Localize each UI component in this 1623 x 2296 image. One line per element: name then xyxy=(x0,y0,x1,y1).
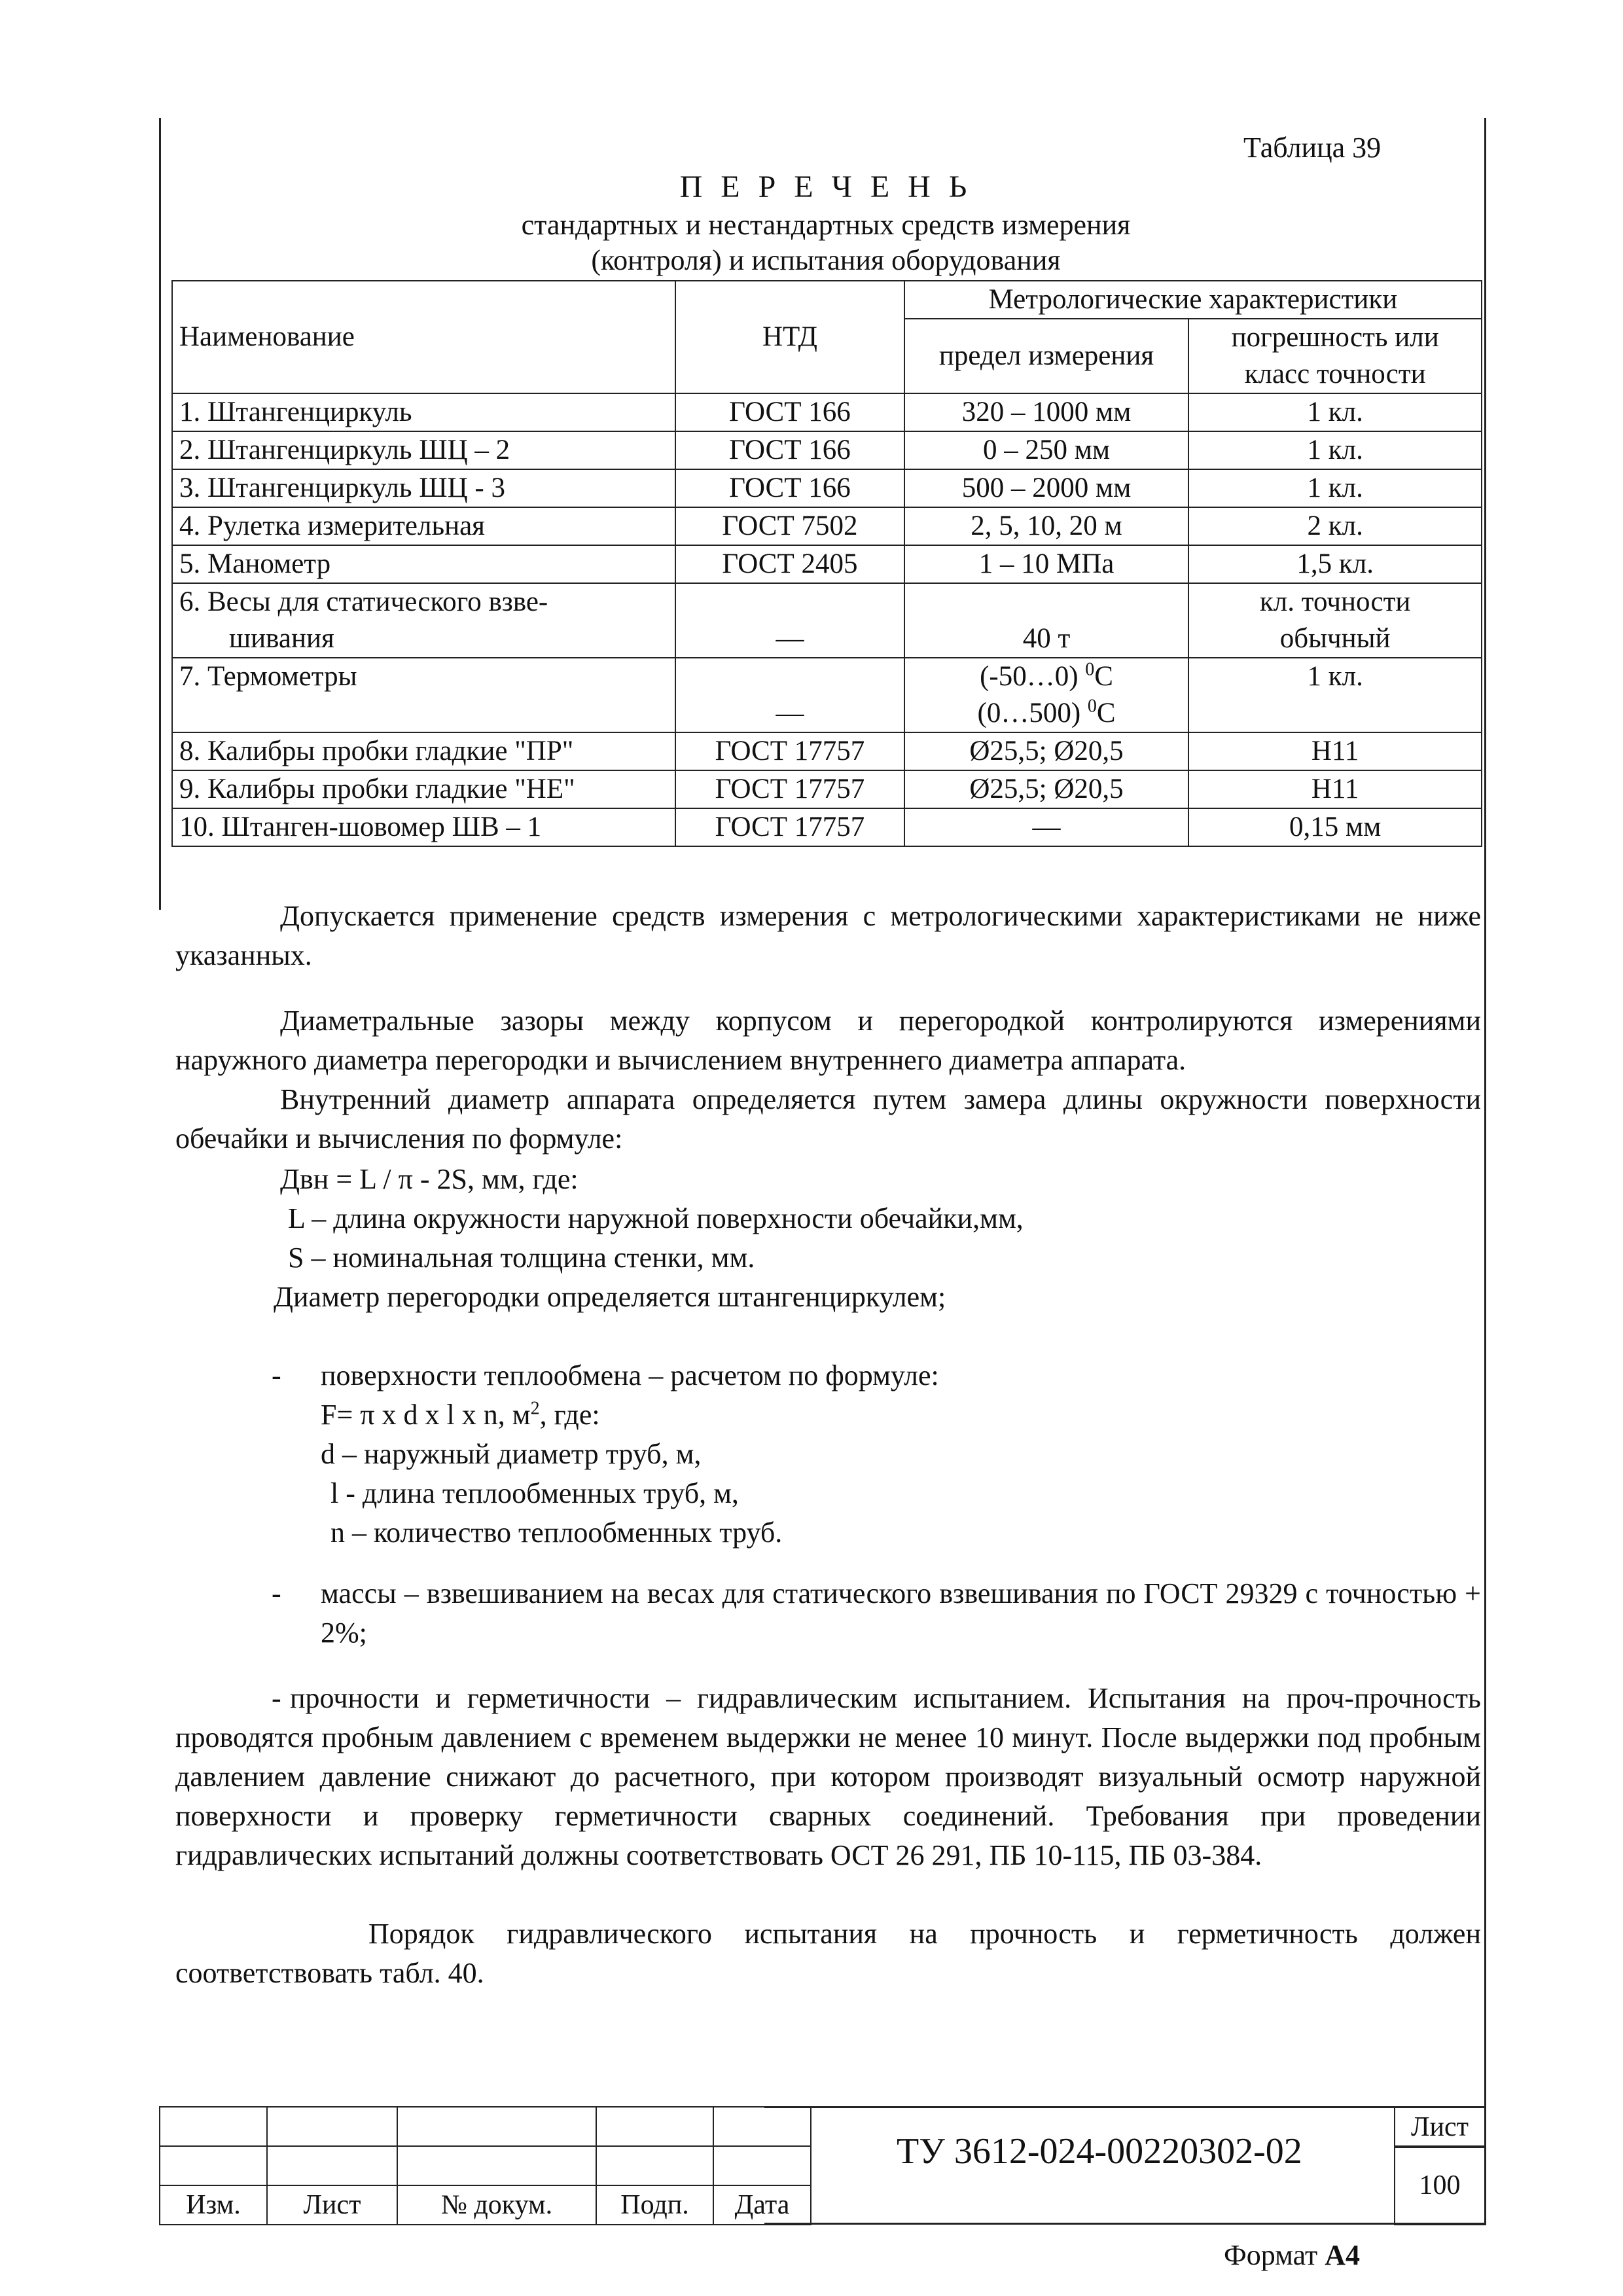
cell-name-line1: 6. Весы для статического взве- xyxy=(179,586,548,617)
table-row xyxy=(172,732,1482,770)
degree-mark: 0 xyxy=(1087,696,1097,717)
cell-name: 9. Калибры пробки гладкие "НЕ" xyxy=(172,770,675,808)
document-designation: ТУ 3612-024-00220302-02 xyxy=(897,2131,1302,2172)
table-row xyxy=(172,658,1482,732)
stamp-izm: Изм. xyxy=(160,2185,267,2225)
cell-ntd: ГОСТ 17757 xyxy=(675,808,904,846)
cell-ntd: ГОСТ 7502 xyxy=(675,507,904,545)
cell-name: 7. Термометры xyxy=(172,658,675,732)
table-header-row xyxy=(172,281,1482,319)
cell-accuracy: 1 кл. xyxy=(1188,431,1482,469)
cell-name: 3. Штангенциркуль ШЦ - 3 xyxy=(172,469,675,507)
cell-range: 2, 5, 10, 20 м xyxy=(904,507,1189,545)
sheet-number: 100 xyxy=(1419,2170,1461,2200)
formula-heat-surface xyxy=(321,1395,600,1435)
cell-range: 40 т xyxy=(904,583,1189,658)
bullet-strength: прочности и герметичности – гидравлическим испытанием. Испытания на проч-прочность проводятся пробным давлением с временем выдержки не менее 10 минут. После выдержки под пробным давлением давление снижают до расчетного, при котором производят визуальный осмотр наружной поверхности и проверку герметичности сварных соединений. Требования при проведении гидравлических испытаний должны соответствовать ОСТ 26 291, ПБ 10-115, ПБ 03-384. xyxy=(175,1682,1481,1871)
table-row xyxy=(172,469,1482,507)
cell-ntd: ГОСТ 166 xyxy=(675,431,904,469)
format-label xyxy=(1224,2238,1360,2272)
cell-range: 320 – 1000 мм xyxy=(904,393,1189,431)
cell-name xyxy=(172,583,675,658)
cell-range: — xyxy=(904,808,1189,846)
cell-accuracy-line2: обычный xyxy=(1279,623,1391,654)
header-accuracy-line2: класс точности xyxy=(1244,359,1426,389)
stamp-podp: Подп. xyxy=(596,2185,713,2225)
list-subtitle-1: стандартных и нестандартных средств измерения xyxy=(521,209,1131,241)
table-row xyxy=(172,545,1482,583)
formula-var-s: S – номинальная толщина стенки, мм. xyxy=(288,1242,755,1274)
formula-var-l-tube: l - длина теплообменных труб, м, xyxy=(330,1477,739,1509)
cell-range: 0 – 250 мм xyxy=(904,431,1189,469)
formula-heat-tail: , где: xyxy=(539,1399,600,1431)
table-row xyxy=(172,583,1482,658)
cell-ntd: — xyxy=(675,583,904,658)
cell-range: Ø25,5; Ø20,5 xyxy=(904,732,1189,770)
paragraph-partition-diameter: Диаметр перегородки определяется штангенциркулем; xyxy=(274,1281,946,1313)
table-row xyxy=(172,507,1482,545)
cell-ntd: ГОСТ 2405 xyxy=(675,545,904,583)
list-subtitle-2: (контроля) и испытания оборудования xyxy=(591,244,1061,276)
cell-accuracy: 1 кл. xyxy=(1188,393,1482,431)
format-value: А4 xyxy=(1325,2239,1361,2271)
sheet-label-box xyxy=(1394,2106,1486,2148)
formula-var-l: L – длина окружности наружной поверхности обечайки,мм, xyxy=(288,1202,1024,1234)
formula-var-n: n – количество теплообменных труб. xyxy=(330,1516,783,1549)
header-accuracy xyxy=(1188,319,1482,393)
measurement-table xyxy=(171,280,1482,847)
temp-range-1: (-50…0) xyxy=(980,661,1079,692)
cell-range: 500 – 2000 мм xyxy=(904,469,1189,507)
bullet-heat-surface: поверхности теплообмена – расчетом по формуле: xyxy=(321,1359,939,1391)
cell-name: 5. Манометр xyxy=(172,545,675,583)
cell-accuracy: 2 кл. xyxy=(1188,507,1482,545)
title-block-bottom-line xyxy=(764,2223,1484,2225)
cell-ntd: ГОСТ 17757 xyxy=(675,770,904,808)
cell-name: 10. Штанген-шовомер ШВ – 1 xyxy=(172,808,675,846)
cell-ntd: — xyxy=(675,658,904,732)
sheet-label: Лист xyxy=(1411,2112,1469,2142)
cell-name-line2: шивания xyxy=(229,623,334,654)
title-block xyxy=(159,2106,812,2225)
table-number: Таблица 39 xyxy=(1243,132,1382,164)
stamp-data: Дата xyxy=(713,2185,811,2225)
bullet-mass: массы – взвешиванием на весах для статического взвешивания по ГОСТ 29329 с точностью + 2%; xyxy=(321,1577,1481,1649)
unit-c: C xyxy=(1094,661,1113,692)
bullet-dash: - xyxy=(272,1577,281,1609)
header-range: предел измерения xyxy=(904,319,1189,393)
paragraph-allowance: Допускается применение средств измерения с метрологическими характеристиками не ниже указанных. xyxy=(175,900,1481,971)
cell-name: 4. Рулетка измерительная xyxy=(172,507,675,545)
cell-accuracy: 1,5 кл. xyxy=(1188,545,1482,583)
header-accuracy-line1: погрешность или xyxy=(1231,322,1439,353)
stamp-doc: № докум. xyxy=(397,2185,596,2225)
paragraph-inner-diameter: Внутренний диаметр аппарата определяется путем замера длины окружности поверхности обечайки и вычисления по формуле: xyxy=(175,1083,1481,1155)
list-title: П Е Р Е Ч Е Н Ь xyxy=(679,170,972,204)
unit-c: C xyxy=(1096,698,1116,728)
stamp-list: Лист xyxy=(267,2185,397,2225)
cell-range: 1 – 10 МПа xyxy=(904,545,1189,583)
cell-ntd: ГОСТ 17757 xyxy=(675,732,904,770)
formula-var-d: d – наружный диаметр труб, м, xyxy=(321,1438,702,1470)
format-label-text: Формат xyxy=(1224,2239,1325,2271)
frame-right-line xyxy=(1484,118,1486,2225)
cell-accuracy: Н11 xyxy=(1188,770,1482,808)
cell-ntd: ГОСТ 166 xyxy=(675,469,904,507)
cell-range xyxy=(904,658,1189,732)
cell-accuracy: Н11 xyxy=(1188,732,1482,770)
cell-accuracy: 1 кл. xyxy=(1188,658,1482,732)
sheet-number-box xyxy=(1394,2145,1486,2225)
table-row xyxy=(172,393,1482,431)
header-name: Наименование xyxy=(172,281,675,393)
table-row xyxy=(172,431,1482,469)
table-row xyxy=(172,770,1482,808)
title-block-top-line xyxy=(764,2106,1484,2108)
degree-mark: 0 xyxy=(1085,659,1095,680)
bullet-dash: - xyxy=(272,1682,281,1714)
cell-name: 1. Штангенциркуль xyxy=(172,393,675,431)
cell-accuracy: 0,15 мм xyxy=(1188,808,1482,846)
header-metro: Метрологические характеристики xyxy=(904,281,1482,319)
paragraph-procedure: Порядок гидравлического испытания на прочность и герметичность должен соответствовать табл. 40. xyxy=(175,1918,1481,1989)
header-ntd: НТД xyxy=(675,281,904,393)
bullet-dash: - xyxy=(272,1359,281,1391)
frame-left-line xyxy=(159,118,161,910)
cell-accuracy xyxy=(1188,583,1482,658)
cell-accuracy-line1: кл. точности xyxy=(1259,586,1411,617)
cell-accuracy: 1 кл. xyxy=(1188,469,1482,507)
table-row xyxy=(172,808,1482,846)
cell-name: 8. Калибры пробки гладкие "ПР" xyxy=(172,732,675,770)
cell-name: 2. Штангенциркуль ШЦ – 2 xyxy=(172,431,675,469)
cell-ntd: ГОСТ 166 xyxy=(675,393,904,431)
paragraph-gaps: Диаметральные зазоры между корпусом и перегородкой контролируются измерениями наружного диаметра перегородки и вычислением внутреннего диаметра аппарата. xyxy=(175,1005,1481,1076)
formula-heat-exponent: 2 xyxy=(530,1398,540,1419)
formula-inner-diameter: Двн = L / π - 2S, мм, где: xyxy=(280,1163,579,1195)
temp-range-2: (0…500) xyxy=(977,698,1081,728)
cell-range: Ø25,5; Ø20,5 xyxy=(904,770,1189,808)
formula-heat-main: F= π x d x l x n, м xyxy=(321,1399,531,1431)
